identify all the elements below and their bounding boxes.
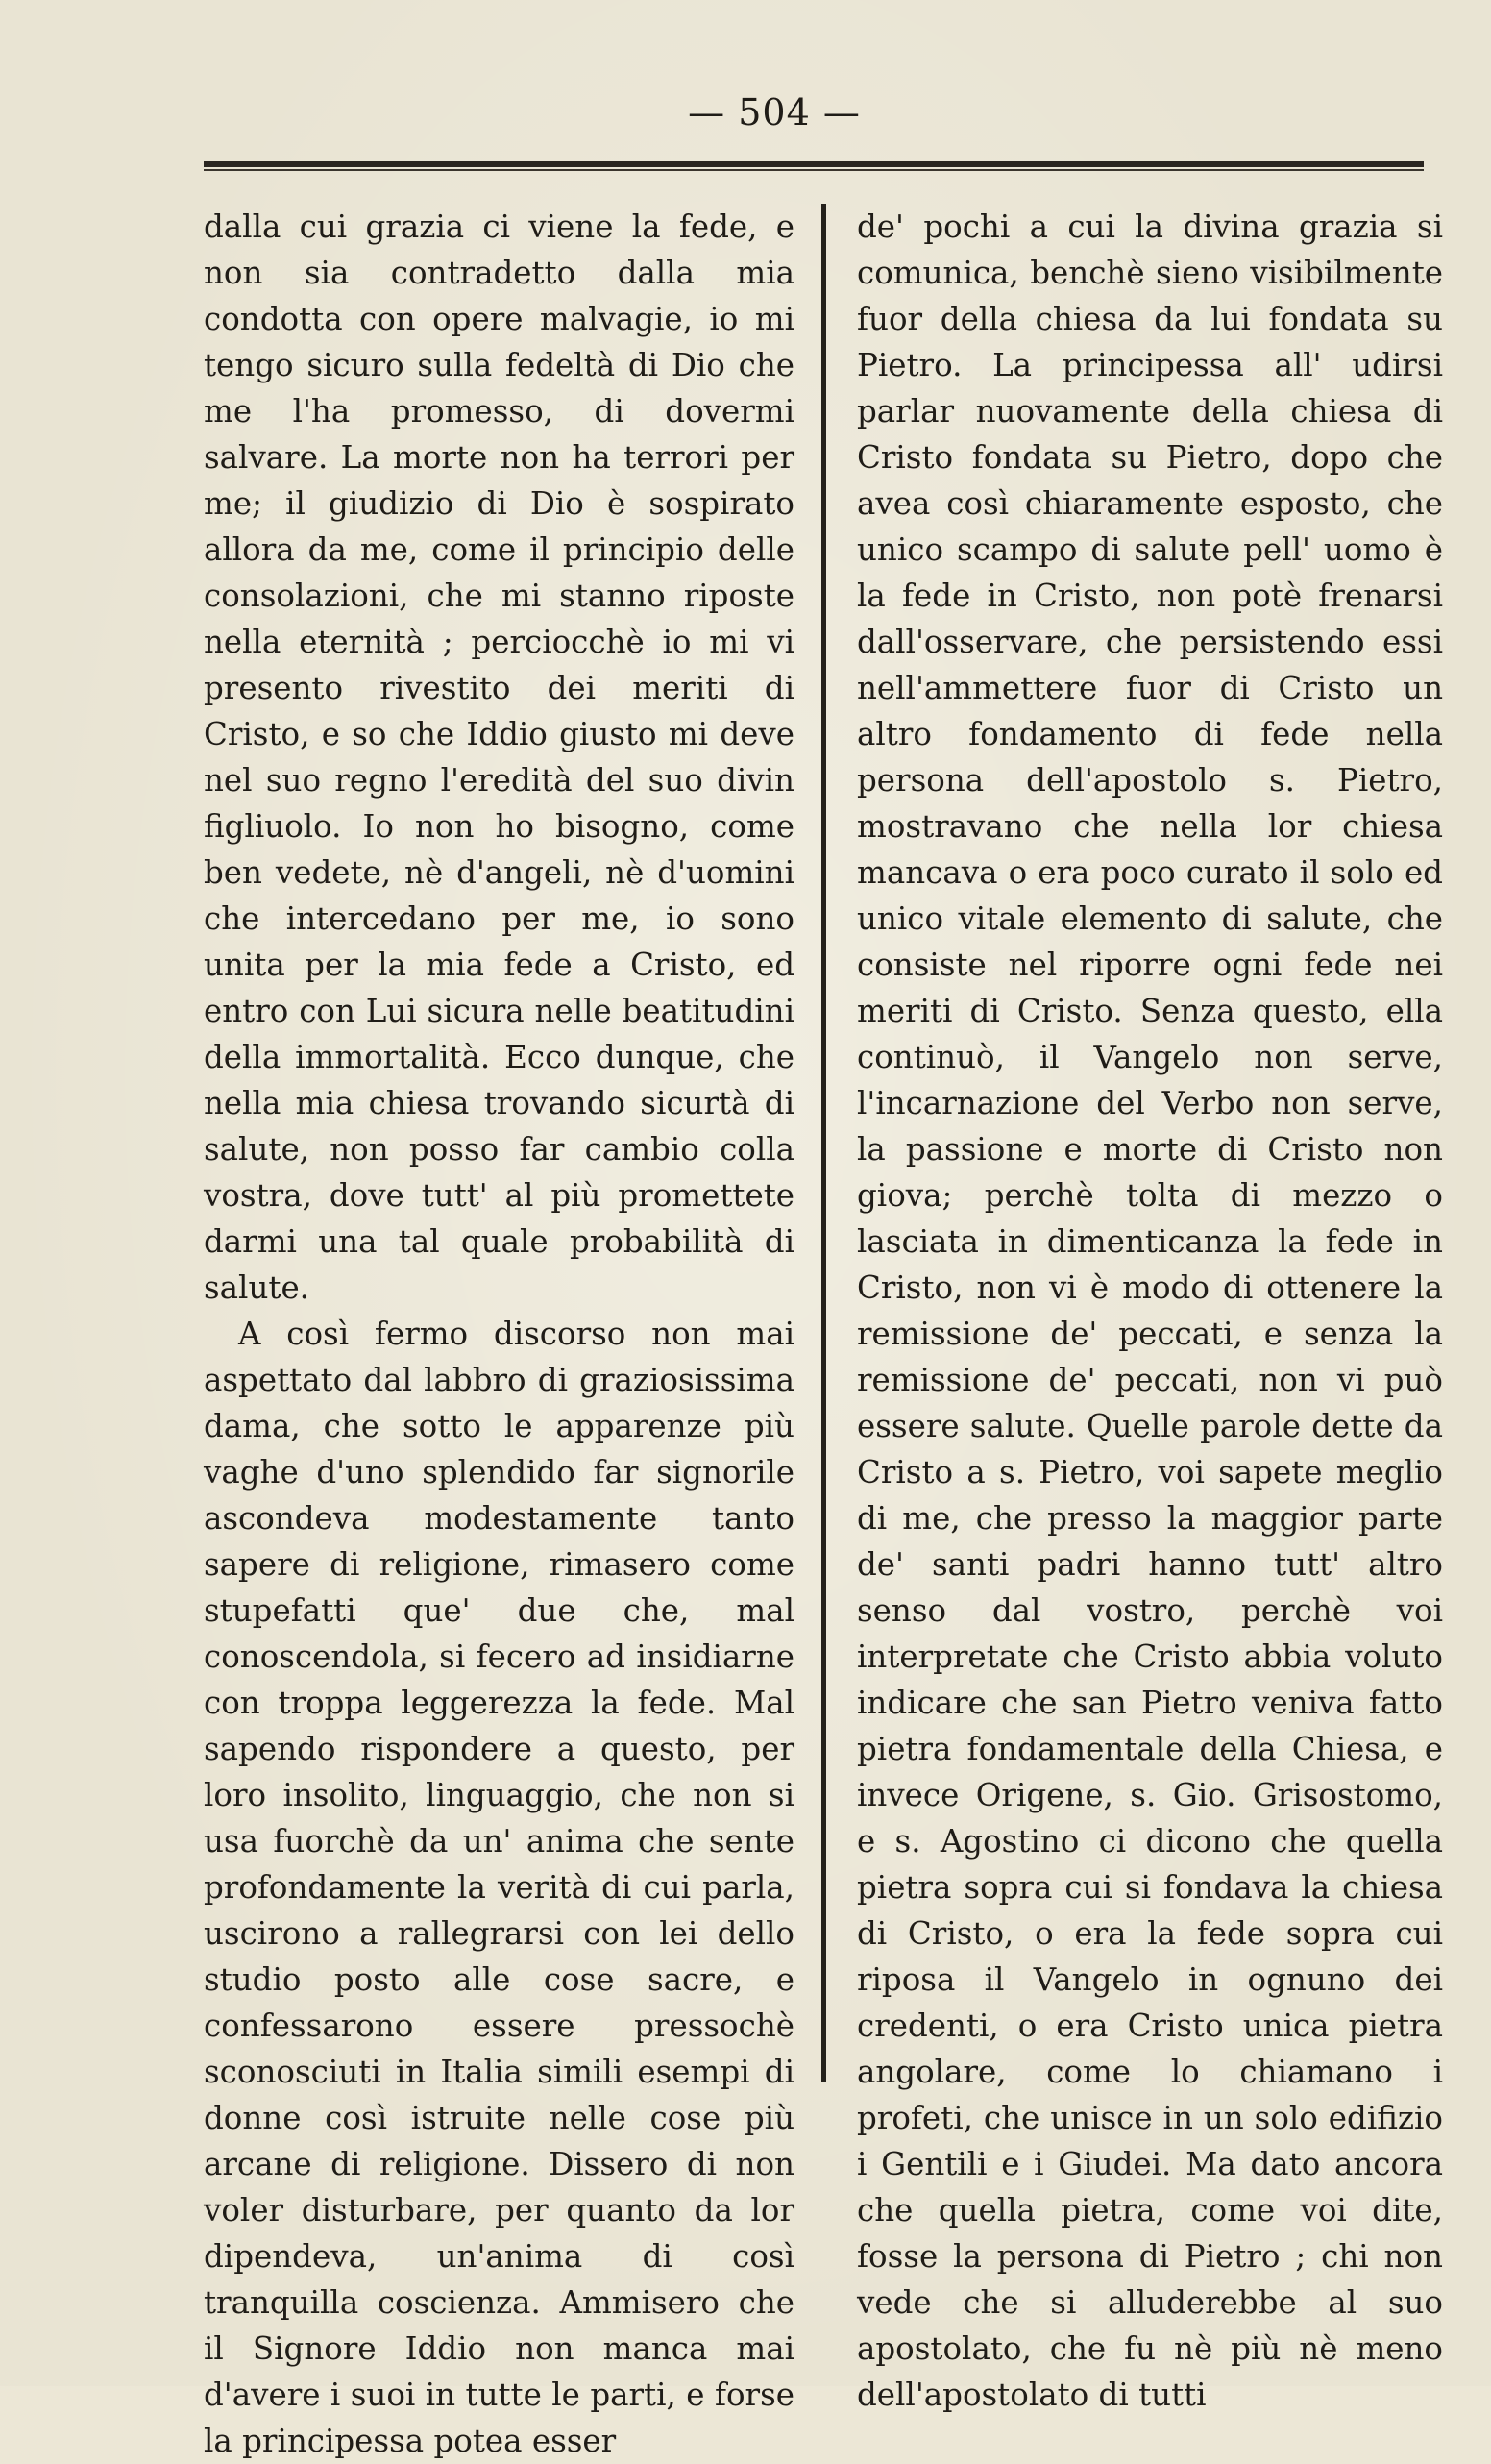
header-rule <box>204 161 1424 171</box>
left-column <box>204 204 794 2464</box>
header-rule-thick <box>204 161 1424 167</box>
left-paragraph-2: A così fermo discorso non mai aspettato dal labbro di graziosissima dama, che sotto le apparenze più vaghe d'uno splendido far signorile ascondeva modestamente tanto sapere di religione, rimasero come stupefatti que' due che, mal conoscendola, si fecero ad insidiarne con troppa leggerezza la fede. Mal sapendo rispondere a questo, per loro insolito, linguaggio, che non si usa fuorchè da un' anima che sente profondamente la verità di cui parla, uscirono a rallegrarsi con lei dello studio posto alle cose sacre, e confessarono essere pressochè sconosciuti in Italia simili esempi di donne così istruite nelle cose più arcane di religione. Dissero di non voler disturbare, per quanto da lor dipendeva, un'anima di così tranquilla coscienza. Ammisero che il Signore Iddio non manca mai d'avere i suoi in tutte le parti, e forse la principessa potea esser <box>204 1316 794 2459</box>
page-number: — 504 — <box>688 91 861 134</box>
left-paragraph-1: dalla cui grazia ci viene la fede, e non sia contradetto dalla mia condotta con opere malvagie, io mi tengo sicuro sulla fedeltà di Dio che me l'ha promesso, di dovermi salvare. La morte non ha terrori per me; il giudizio di Dio è sospirato allora da me, come il principio delle consolazioni, che mi stanno riposte nella eternità ; perciocchè io mi vi presento rivestito dei meriti di Cristo, e so che Iddio giusto mi deve nel suo regno l'eredità del suo divin figliuolo. Io non ho bisogno, come ben vedete, nè d'angeli, nè d'uomini che intercedano per me, io sono unita per la mia fede a Cristo, ed entro con Lui sicura nelle beatitudini della immortalità. Ecco dunque, che nella mia chiesa trovando sicurtà di salute, non posso far cambio colla vostra, dove tutt' al più promettete darmi una tal quale probabilità di salute. <box>204 209 794 1306</box>
column-divider <box>821 204 826 2082</box>
right-paragraph-1: de' pochi a cui la divina grazia si comunica, benchè sieno visibilmente fuor della chiesa da lui fondata su Pietro. La principessa all' udirsi parlar nuovamente della chiesa di Cristo fondata su Pietro, dopo che avea così chiaramente esposto, che unico scampo di salute pell' uomo è la fede in Cristo, non potè frenarsi dall'osservare, che persistendo essi nell'ammettere fuor di Cristo un altro fondamento di fede nella persona dell'apostolo s. Pietro, mostravano che nella lor chiesa mancava o era poco curato il solo ed unico vitale elemento di salute, che consiste nel riporre ogni fede nei meriti di Cristo. Senza questo, ella continuò, il Vangelo non serve, l'incarnazione del Verbo non serve, la passione e morte di Cristo non giova; perchè tolta di mezzo o lasciata in dimenticanza la fede in Cristo, non vi è modo di ottenere la remissione de' peccati, e senza la remissione de' peccati, non vi può essere salute. Quelle parole dette da Cristo a s. Pietro, voi sapete meglio di me, che presso la maggior parte de' santi padri hanno tutt' altro senso dal vostro, perchè voi interpretate che Cristo abbia voluto indicare che san Pietro veniva fatto pietra fondamentale della Chiesa, e invece Origene, s. Gio. Grisostomo, e s. Agostino ci dicono che quella pietra sopra cui si fondava la chiesa di Cristo, o era la fede sopra cui riposa il Vangelo in ognuno dei credenti, o era Cristo unica pietra angolare, come lo chiamano i profeti, che unisce in un solo edifizio i Gentili e i Giudei. Ma dato ancora che quella pietra, come voi dite, fosse la persona di Pietro ; chi non vede che si alluderebbe al suo apostolato, che fu nè più nè meno dell'apostolato di tutti <box>857 209 1443 2413</box>
right-column <box>857 204 1443 2418</box>
header-rule-thin <box>204 169 1424 171</box>
